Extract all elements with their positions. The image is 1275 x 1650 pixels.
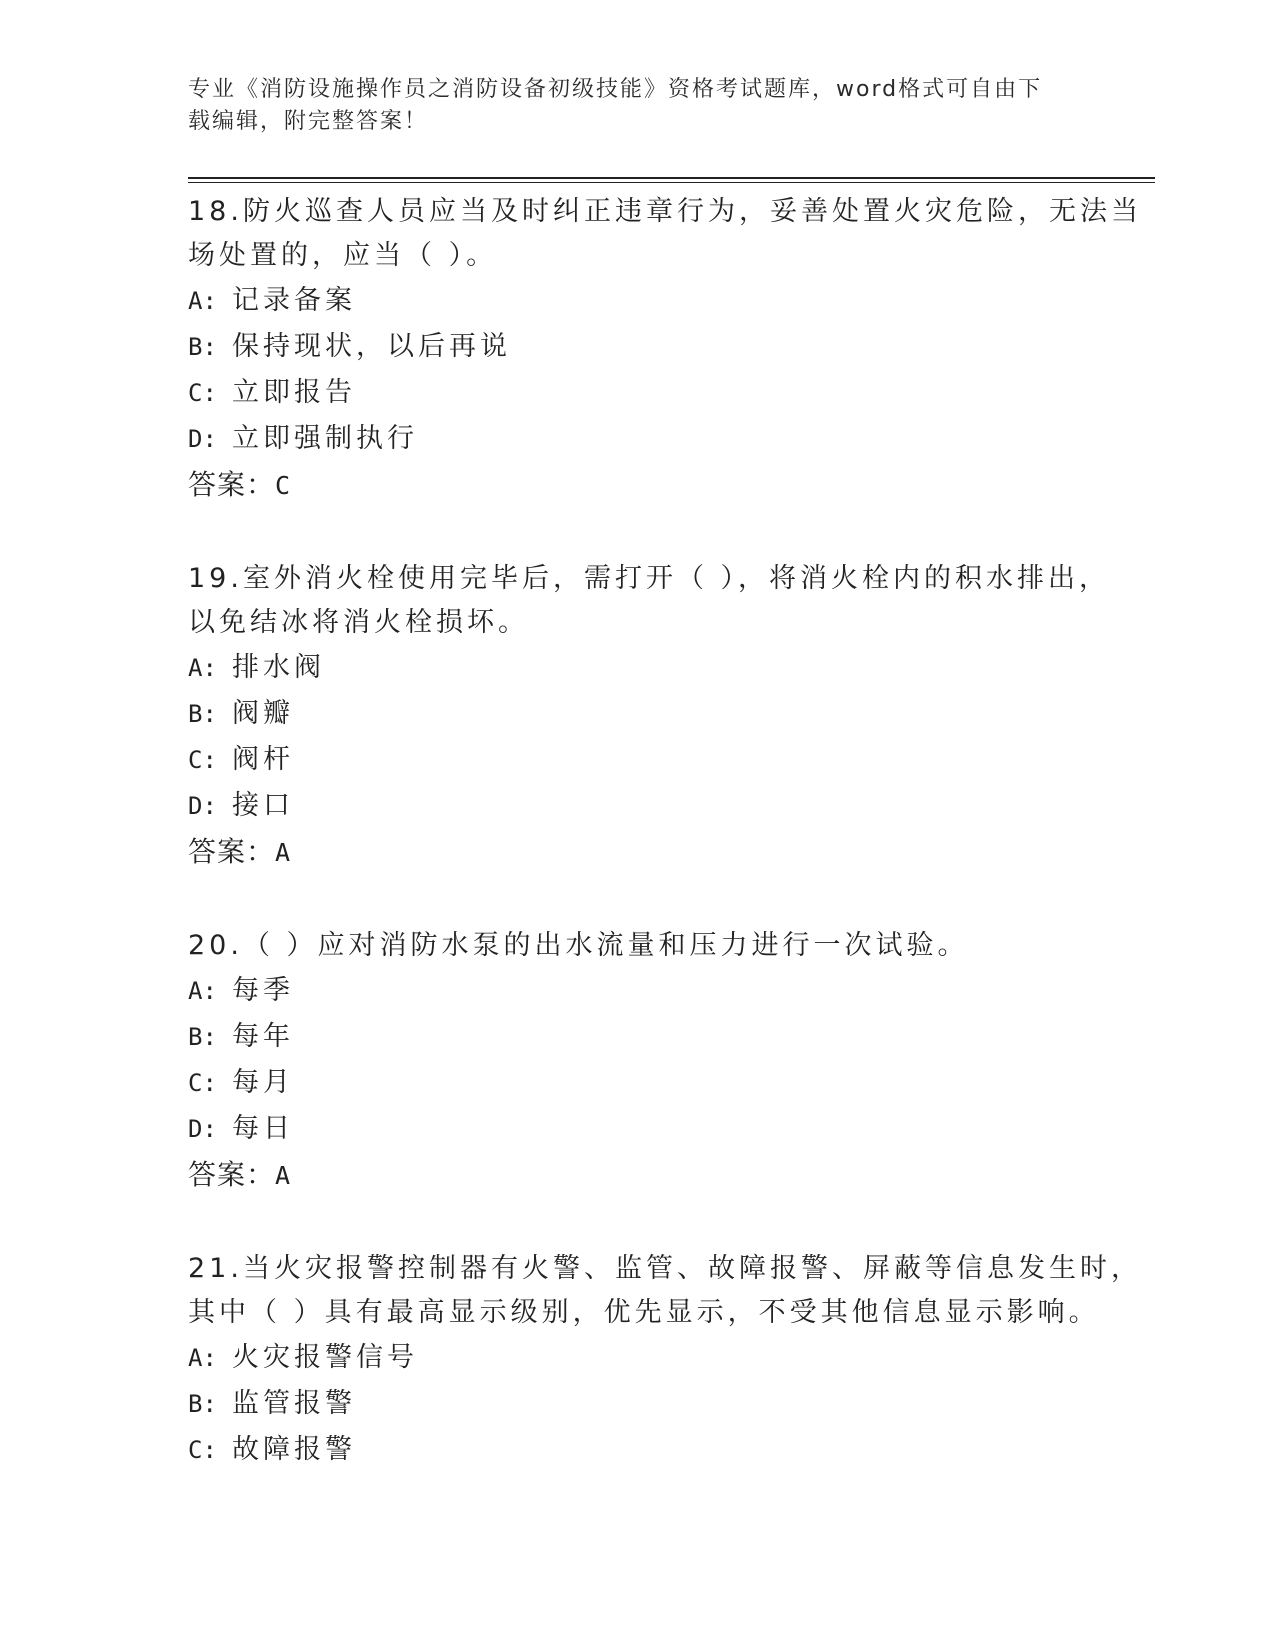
option-letter: A: bbox=[188, 654, 217, 682]
question-19 bbox=[188, 557, 1148, 876]
answer-label: 答案： bbox=[188, 1159, 276, 1190]
answer-value: C bbox=[275, 471, 292, 500]
option-a bbox=[188, 645, 1148, 691]
option-text: 每日 bbox=[232, 1113, 294, 1144]
option-text: 阀瓣 bbox=[232, 698, 294, 729]
option-d bbox=[188, 416, 1148, 462]
option-a bbox=[188, 968, 1148, 1014]
option-a bbox=[188, 1335, 1148, 1381]
option-letter: C: bbox=[188, 1436, 217, 1464]
option-text: 监管报警 bbox=[232, 1388, 356, 1419]
question-stem-line: 场处置的，应当（ ）。 bbox=[188, 240, 498, 271]
question-18 bbox=[188, 190, 1148, 509]
header-divider-thick bbox=[188, 177, 1155, 179]
question-stem bbox=[188, 557, 1148, 645]
header-line-1: 专业《消防设施操作员之消防设备初级技能》资格考试题库，word格式可自由下 bbox=[188, 77, 1043, 102]
option-letter: B: bbox=[188, 1023, 217, 1051]
question-stem-line: 其中（ ）具有最高显示级别，优先显示，不受其他信息显示影响。 bbox=[188, 1297, 1100, 1328]
question-stem bbox=[188, 190, 1148, 278]
question-stem-line: 19.室外消火栓使用完毕后，需打开（ ），将消火栓内的积水排出， bbox=[188, 563, 1111, 594]
option-b bbox=[188, 324, 1148, 370]
answer-value: A bbox=[275, 838, 292, 867]
document-header bbox=[188, 74, 1088, 138]
option-text: 阀杆 bbox=[232, 744, 294, 775]
header-divider-thin bbox=[188, 182, 1155, 183]
option-c bbox=[188, 1060, 1148, 1106]
question-stem-line: 18.防火巡查人员应当及时纠正违章行为，妥善处置火灾危险，无法当 bbox=[188, 196, 1142, 227]
option-c bbox=[188, 737, 1148, 783]
answer-line bbox=[188, 462, 1148, 509]
option-letter: D: bbox=[188, 1115, 217, 1143]
header-line-2: 载编辑，附完整答案！ bbox=[188, 109, 429, 134]
option-text: 每季 bbox=[232, 975, 294, 1006]
option-letter: A: bbox=[188, 977, 217, 1005]
option-b bbox=[188, 1381, 1148, 1427]
question-20 bbox=[188, 924, 1148, 1199]
option-letter: B: bbox=[188, 1390, 217, 1418]
option-c bbox=[188, 1427, 1148, 1473]
answer-value: A bbox=[275, 1161, 292, 1190]
option-text: 立即强制执行 bbox=[232, 423, 418, 454]
option-c bbox=[188, 370, 1148, 416]
option-d bbox=[188, 783, 1148, 829]
option-letter: D: bbox=[188, 425, 217, 453]
answer-line bbox=[188, 1152, 1148, 1199]
option-text: 记录备案 bbox=[232, 285, 356, 316]
option-text: 接口 bbox=[232, 790, 294, 821]
option-letter: B: bbox=[188, 700, 217, 728]
question-stem-line: 20.（ ）应对消防水泵的出水流量和压力进行一次试验。 bbox=[188, 930, 969, 961]
answer-line bbox=[188, 829, 1148, 876]
option-b bbox=[188, 691, 1148, 737]
option-letter: A: bbox=[188, 287, 217, 315]
option-letter: A: bbox=[188, 1344, 217, 1372]
option-text: 火灾报警信号 bbox=[232, 1342, 418, 1373]
option-a bbox=[188, 278, 1148, 324]
option-letter: B: bbox=[188, 333, 217, 361]
option-text: 故障报警 bbox=[232, 1434, 356, 1465]
question-stem bbox=[188, 1247, 1148, 1335]
option-letter: C: bbox=[188, 379, 217, 407]
option-d bbox=[188, 1106, 1148, 1152]
option-text: 保持现状，以后再说 bbox=[232, 331, 511, 362]
option-letter: D: bbox=[188, 792, 217, 820]
question-stem-line: 21.当火灾报警控制器有火警、监管、故障报警、屏蔽等信息发生时， bbox=[188, 1253, 1142, 1284]
option-text: 立即报告 bbox=[232, 377, 356, 408]
question-stem-line: 以免结冰将消火栓损坏。 bbox=[188, 607, 529, 638]
option-text: 排水阀 bbox=[232, 652, 325, 683]
question-stem bbox=[188, 924, 1148, 968]
option-text: 每年 bbox=[232, 1021, 294, 1052]
option-b bbox=[188, 1014, 1148, 1060]
option-text: 每月 bbox=[232, 1067, 294, 1098]
answer-label: 答案： bbox=[188, 836, 276, 867]
question-21 bbox=[188, 1247, 1148, 1473]
answer-label: 答案： bbox=[188, 469, 276, 500]
option-letter: C: bbox=[188, 746, 217, 774]
option-letter: C: bbox=[188, 1069, 217, 1097]
question-list bbox=[188, 190, 1148, 1521]
